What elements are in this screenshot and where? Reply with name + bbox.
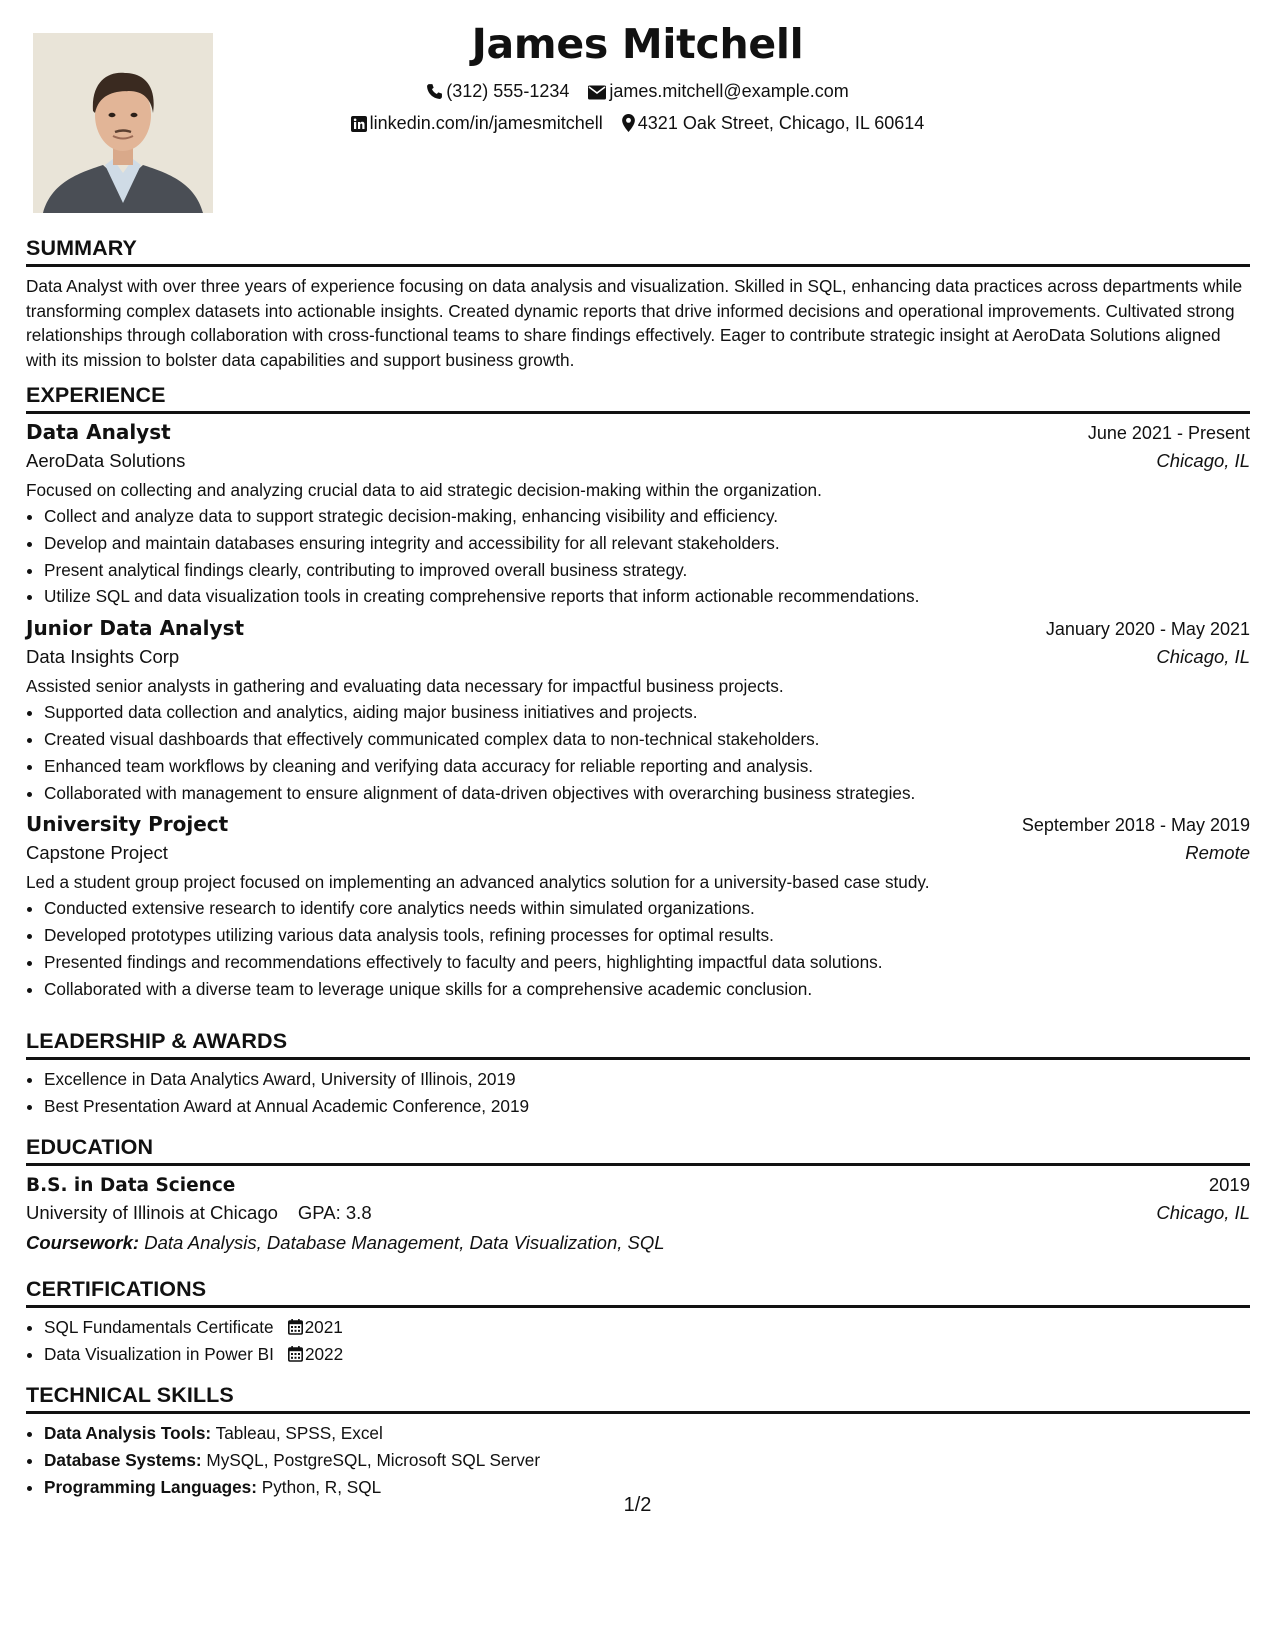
job-dates: September 2018 - May 2019 (1021, 815, 1250, 836)
gpa: GPA: 3.8 (297, 1202, 372, 1223)
list-item: • Develop and maintain databases ensuring integrity and accessibility for all relevant stakeholders. (44, 530, 1250, 557)
job-bullets (26, 503, 1250, 610)
education-section (26, 1135, 1250, 1254)
calendar-icon (288, 1346, 303, 1362)
list-item: • Developed prototypes utilizing various data analysis tools, refining processes for optimal results. (44, 922, 1250, 949)
degree-title: B.S. in Data Science (26, 1175, 236, 1196)
summary-text: Data Analyst with over three years of experience focusing on data analysis and visualization. Skilled in SQL, enhancing data practices across departments while transforming complex datasets into actionable insights. Created dynamic reports that drive informed decisions and operational improvements. Cultivated strong relationships through collaboration with cross-functional teams to share findings effectively. Eager to contribute strategic insight at AeroData Solutions aligned with its mission to bolster data capabilities and support business growth. (26, 276, 1243, 370)
email-text: james.mitchell@example.com (609, 80, 849, 101)
education-heading: EDUCATION (26, 1135, 1250, 1166)
job-entry (26, 812, 1250, 1002)
coursework-label: Coursework: (26, 1232, 140, 1253)
job-location: Remote (1185, 842, 1250, 864)
list-item: • Best Presentation Award at Annual Academic Conference, 2019 (44, 1093, 1250, 1120)
skill-values: Python, R, SQL (261, 1476, 382, 1497)
skill-category: Programming Languages: (44, 1476, 257, 1497)
list-item (44, 1314, 1250, 1341)
school-name: University of Illinois at Chicago (26, 1202, 278, 1223)
list-item (44, 1420, 1250, 1447)
certifications-section (26, 1277, 1250, 1368)
job-company: Capstone Project (26, 842, 168, 864)
linkedin-contact[interactable] (351, 113, 603, 134)
job-title: University Project (26, 812, 229, 837)
envelope-icon (588, 85, 606, 100)
skill-values: Tableau, SPSS, Excel (215, 1423, 383, 1443)
list-item: • Enhanced team workflows by cleaning and verifying data accuracy for reliable reporting and analysis. (44, 753, 1250, 780)
list-item: • Presented findings and recommendations effectively to faculty and peers, highlighting impactful data solutions. (44, 949, 1250, 976)
list-item (44, 1341, 1250, 1368)
experience-section (26, 383, 1250, 1003)
skill-category: Data Analysis Tools: (44, 1423, 212, 1443)
summary-heading: SUMMARY (26, 236, 1250, 267)
school-name-line (26, 1202, 372, 1224)
job-dates: January 2020 - May 2021 (1045, 619, 1250, 640)
contact-row-1 (0, 80, 1275, 102)
summary-section (26, 236, 1250, 372)
certifications-heading: CERTIFICATIONS (26, 1277, 1250, 1308)
candidate-name: James Mitchell (471, 20, 804, 68)
list-item: • Utilize SQL and data visualization tools in creating comprehensive reports that inform actionable recommendations. (44, 583, 1250, 610)
certification-year: 2021 (304, 1317, 343, 1337)
skills-heading: TECHNICAL SKILLS (26, 1383, 1250, 1414)
linkedin-icon (351, 116, 367, 132)
page-number: 1/2 (623, 1494, 652, 1516)
coursework-list: Data Analysis, Database Management, Data Visualization, SQL (144, 1232, 665, 1253)
skills-list (26, 1420, 1250, 1500)
address-text: 4321 Oak Street, Chicago, IL 60614 (637, 112, 925, 133)
list-item: • Created visual dashboards that effectively communicated complex data to non-technical stakeholders. (44, 726, 1250, 753)
list-item: • Collaborated with a diverse team to leverage unique skills for a comprehensive academic conclusion. (44, 976, 1250, 1003)
awards-list (26, 1066, 1250, 1120)
experience-heading: EXPERIENCE (26, 383, 1250, 414)
job-title: Data Analyst (26, 420, 171, 444)
certifications-list (26, 1314, 1250, 1368)
certification-name: SQL Fundamentals Certificate (44, 1317, 274, 1337)
job-description: Assisted senior analysts in gathering and evaluating data necessary for impactful business projects. (26, 676, 784, 697)
skills-section (26, 1383, 1250, 1500)
address-contact (622, 113, 925, 134)
job-entry (26, 420, 1250, 610)
skill-category: Database Systems: (44, 1449, 202, 1470)
phone-text: (312) 555-1234 (446, 80, 570, 101)
phone-icon (426, 83, 443, 100)
list-item: • Excellence in Data Analytics Award, University of Illinois, 2019 (44, 1066, 1250, 1093)
job-location: Chicago, IL (1156, 450, 1250, 471)
map-marker-icon (622, 114, 635, 132)
job-location: Chicago, IL (1156, 646, 1250, 668)
job-dates: June 2021 - Present (1087, 423, 1250, 443)
job-description: Focused on collecting and analyzing crucial data to aid strategic decision-making within the organization. (26, 480, 822, 500)
skill-values: MySQL, PostgreSQL, Microsoft SQL Server (206, 1449, 541, 1470)
awards-heading: LEADERSHIP & AWARDS (26, 1029, 1250, 1060)
graduation-year: 2019 (1208, 1174, 1250, 1195)
job-bullets (26, 699, 1250, 806)
calendar-icon (288, 1319, 303, 1335)
list-item (44, 1447, 1250, 1474)
list-item: • Collaborated with management to ensure alignment of data-driven objectives with overarching business strategies. (44, 780, 1250, 807)
awards-section (26, 1029, 1250, 1120)
education-location: Chicago, IL (1156, 1202, 1250, 1223)
job-entry (26, 616, 1250, 806)
list-item: • Supported data collection and analytics, aiding major business initiatives and projects. (44, 699, 1250, 726)
contact-row-2 (0, 112, 1275, 134)
certification-name: Data Visualization in Power BI (44, 1343, 274, 1364)
coursework-line (26, 1232, 1250, 1254)
list-item: • Conducted extensive research to identify core analytics needs within simulated organizations. (44, 895, 1250, 922)
job-company: Data Insights Corp (26, 646, 180, 668)
job-description: Led a student group project focused on implementing an advanced analytics solution for a university-based case study. (26, 872, 930, 893)
phone-contact[interactable] (426, 81, 569, 102)
certification-year: 2022 (304, 1343, 344, 1364)
job-bullets (26, 895, 1250, 1002)
list-item: • Present analytical findings clearly, contributing to improved overall business strategy. (44, 557, 1250, 584)
list-item: • Collect and analyze data to support strategic decision-making, enhancing visibility and efficiency. (44, 503, 1250, 530)
job-company: AeroData Solutions (26, 450, 186, 471)
job-title: Junior Data Analyst (26, 616, 245, 641)
linkedin-text: linkedin.com/in/jamesmitchell (369, 112, 603, 133)
email-contact[interactable] (588, 81, 848, 102)
